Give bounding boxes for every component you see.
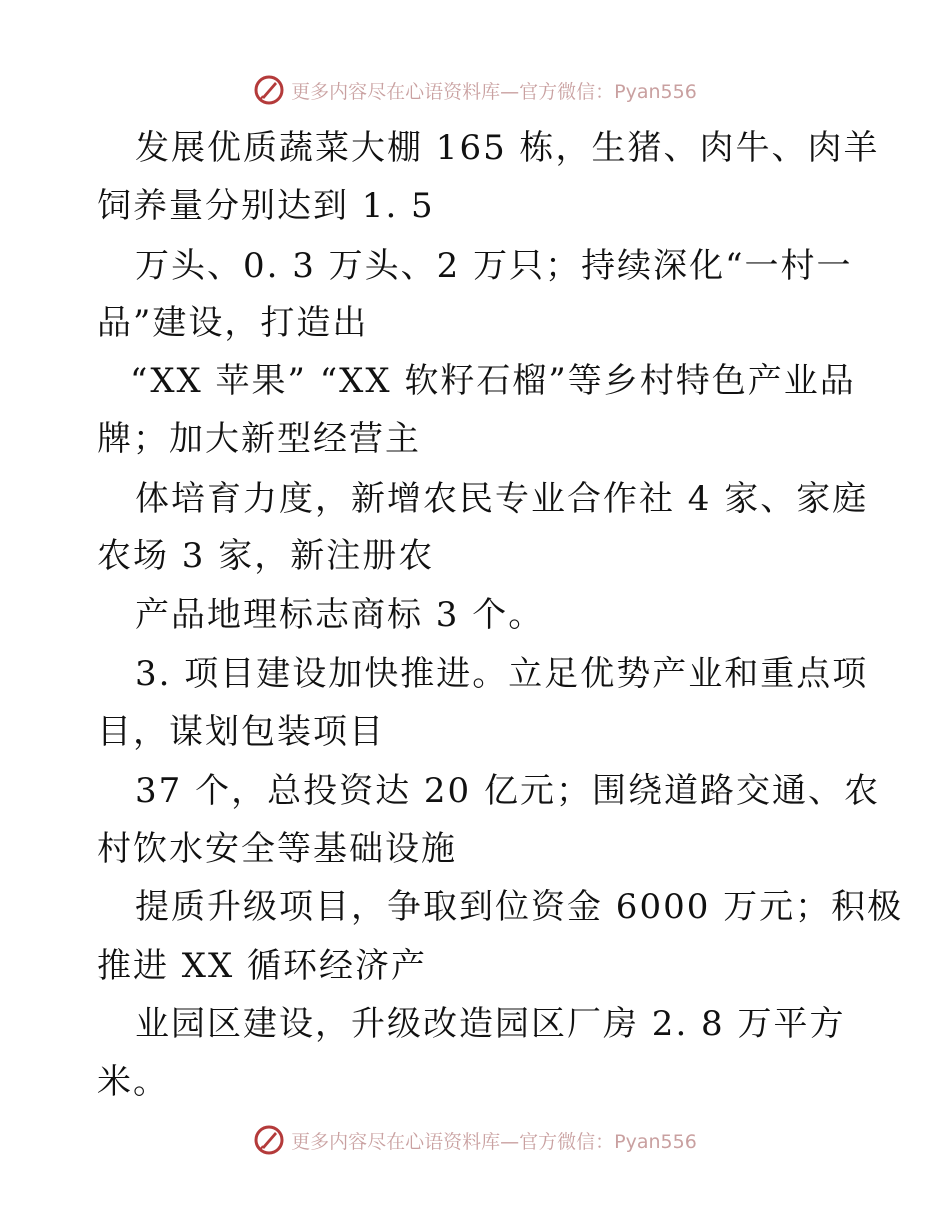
- body-line: 提质升级项目，争取到位资金 6000 万元；积极: [135, 887, 904, 927]
- body-line: 业园区建设，升级改造园区厂房 2. 8 万平方: [135, 1004, 846, 1044]
- body-line: 推进 XX 循环经济产: [97, 946, 428, 986]
- body-line: 品”建设，打造出: [97, 303, 369, 343]
- body-line: 目，谋划包装项目: [97, 712, 385, 752]
- body-line: 米。: [97, 1062, 169, 1102]
- body-line: “XX 苹果” “XX 软籽石榴”等乡村特色产业品: [130, 361, 856, 401]
- header-watermark: [0, 70, 950, 110]
- quill-logo-icon: [253, 74, 285, 106]
- body-line: 体培育力度，新增农民专业合作社 4 家、家庭: [135, 479, 869, 519]
- body-line: 农场 3 家，新注册农: [97, 536, 435, 576]
- body-line: 37 个，总投资达 20 亿元；围绕道路交通、农: [135, 771, 880, 811]
- header-watermark-text: 更多内容尽在心语资料库—官方微信：Pyan556: [291, 80, 697, 103]
- body-line: 万头、0. 3 万头、2 万只；持续深化“一村一: [135, 246, 853, 286]
- body-line: 产品地理标志商标 3 个。: [135, 595, 545, 635]
- body-line: 3. 项目建设加快推进。立足优势产业和重点项: [135, 654, 869, 694]
- footer-watermark-text: 更多内容尽在心语资料库—官方微信：Pyan556: [291, 1130, 697, 1153]
- footer-watermark: [0, 1120, 950, 1160]
- body-line: 牌；加大新型经营主: [97, 419, 421, 459]
- body-line: 村饮水安全等基础设施: [97, 829, 457, 869]
- body-line: 饲养量分别达到 1. 5: [97, 186, 435, 226]
- body-line: 发展优质蔬菜大棚 165 栋，生猪、肉牛、肉羊: [135, 128, 880, 168]
- quill-logo-icon: [253, 1124, 285, 1156]
